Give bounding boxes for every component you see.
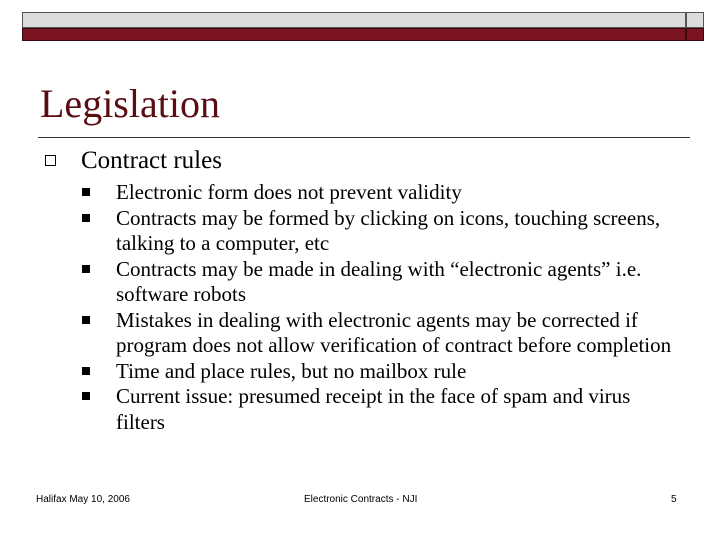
page-number: 5	[671, 494, 677, 505]
bullet-text: Current issue: presumed receipt in the face of spam and virus filters	[116, 384, 631, 434]
list-item	[80, 359, 680, 385]
square-bullet-icon	[82, 392, 90, 400]
header-band-light	[22, 12, 686, 28]
header-band	[22, 12, 686, 41]
list-item	[80, 206, 680, 257]
header-band-dark	[22, 28, 686, 41]
hollow-square-bullet-icon	[45, 155, 56, 166]
bullet-text: Contracts may be formed by clicking on icons, touching screens, talking to a computer, etc	[116, 205, 661, 255]
corner-block-dark	[686, 28, 704, 41]
footer-date: Halifax May 10, 2006	[36, 494, 130, 505]
bullet-text: Contracts may be made in dealing with “electronic agents” i.e. software robots	[116, 256, 642, 306]
bullet-text: Electronic form does not prevent validity	[116, 180, 462, 204]
list-item	[80, 308, 680, 359]
square-bullet-icon	[82, 265, 90, 273]
slide-title: Legislation	[40, 81, 220, 126]
list-item	[80, 384, 680, 435]
bullet-text: Mistakes in dealing with electronic agents may be corrected if program does not allow verification of contract before completion	[116, 307, 672, 357]
bullet-text: Time and place rules, but no mailbox rule	[116, 358, 467, 383]
topic-text: Contract rules	[81, 147, 222, 174]
bullet-list	[80, 180, 680, 435]
corner-block-light	[686, 12, 704, 28]
square-bullet-icon	[82, 316, 90, 324]
square-bullet-icon	[82, 214, 90, 222]
square-bullet-icon	[82, 367, 90, 375]
list-item	[80, 257, 680, 308]
footer-title: Electronic Contracts - NJI	[304, 494, 418, 505]
square-bullet-icon	[82, 188, 90, 196]
title-divider	[38, 137, 690, 138]
list-item	[80, 180, 680, 206]
